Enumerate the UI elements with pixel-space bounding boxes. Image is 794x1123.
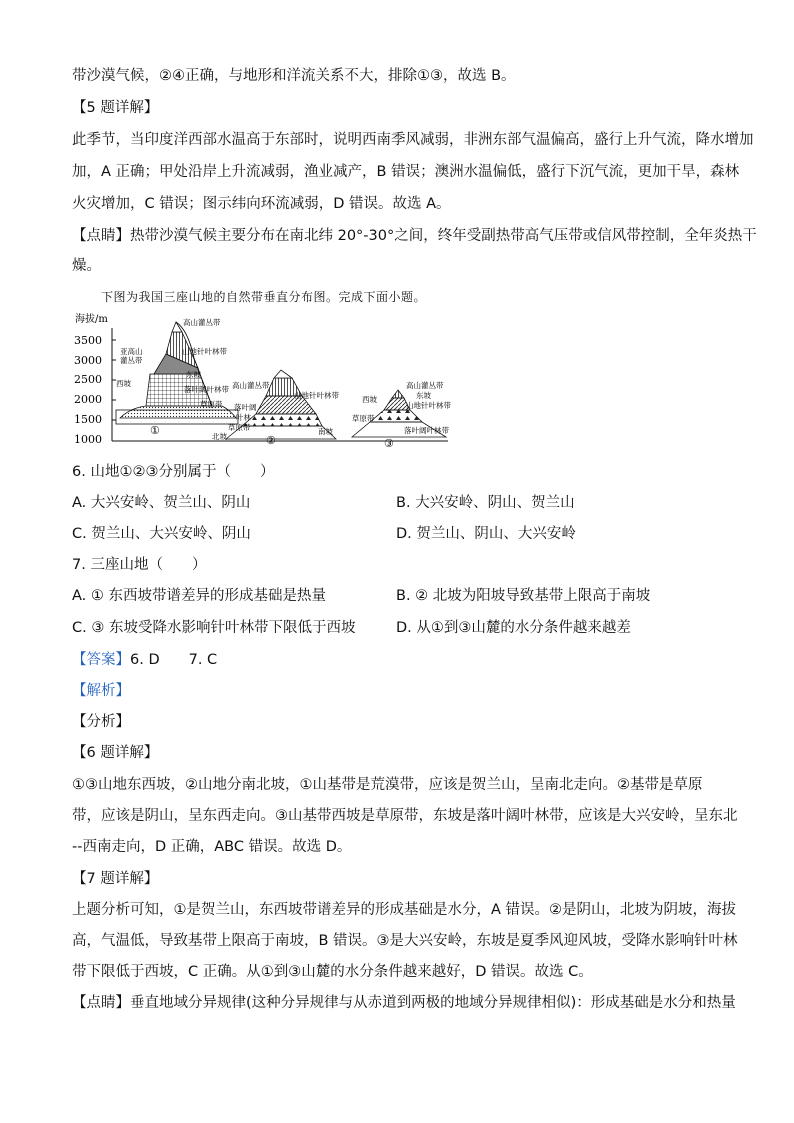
answer-line [72, 650, 217, 670]
text-line: 高，气温低，导致基带上限高于南坡，B 错误。③是大兴安岭，东坡是夏季风迎风坡，受降水影响针叶林 [72, 933, 738, 949]
q7-option-b: B. ② 北坡为阳坡导致基带上限高于南坡 [396, 588, 651, 604]
text-line: 带下限低于西坡，C 正确。从①到③山麓的水分条件越来越好，D 错误。故选 C。 [72, 964, 593, 980]
y-tick: 2500 [74, 373, 102, 386]
zone-label: 北坡 [212, 432, 227, 441]
y-tick: 1000 [74, 433, 102, 446]
zone-label: 高山灌丛带 [183, 318, 221, 327]
mountain-number: ② [266, 434, 276, 447]
zone-label: 山地针叶林带 [182, 347, 227, 356]
y-tick: 2000 [74, 393, 102, 406]
q7-option-d: D. 从①到③山麓的水分条件越来越差 [396, 620, 631, 636]
question-7-stem: 7. 三座山地（ ） [72, 557, 207, 573]
mountain-1 [116, 317, 238, 437]
zone-label: 西坡 [362, 395, 377, 404]
fenxi-label: 【分析】 [72, 714, 130, 730]
text-line: --西南走向，D 正确，ABC 错误。故选 D。 [72, 839, 352, 855]
section-title: 【6 题详解】 [72, 745, 159, 761]
y-axis-label: 海拔/m [75, 314, 108, 325]
zone-label: 西坡 [116, 379, 131, 388]
zone-label: 灌丛带 [120, 356, 143, 365]
q6-option-c: C. 贺兰山、大兴安岭、阴山 [72, 526, 251, 542]
zone-label: 落叶阔 [234, 403, 257, 412]
q6-option-b: B. 大兴安岭、阴山、贺兰山 [396, 495, 575, 511]
mountain-number: ① [150, 424, 160, 437]
text-line: ①③山地东西坡，②山地分南北坡，①山基带是荒漠带，应该是贺兰山，呈南北走向。②基带是草原 [72, 777, 703, 793]
text-line: 上题分析可知，①是贺兰山，东西坡带谱差异的形成基础是水分，A 错误。②是阴山，北坡为阴坡，海拔 [72, 902, 737, 918]
y-tick: 3500 [74, 334, 102, 347]
answer-label: 【答案】 [72, 652, 130, 668]
zone-label: 山地针叶林带 [294, 391, 339, 400]
text-line: 【点睛】热带沙漠气候主要分布在南北纬 20°-30°之间，终年受副热带高气压带或信风带控制，全年炎热干 [72, 228, 757, 244]
y-tick: 1500 [74, 413, 102, 426]
text-line: 火灾增加，C 错误；图示纬向环流减弱，D 错误。故选 A。 [72, 196, 451, 212]
section-title: 【7 题详解】 [72, 871, 159, 887]
section-title: 【5 题详解】 [72, 100, 159, 116]
zone-label: 叶林 [236, 413, 251, 422]
zone-label: 草原带 [228, 423, 251, 432]
zone-label: 高山灌丛带 [232, 381, 270, 390]
mountain-zone-figure [70, 310, 460, 456]
q7-option-c: C. ③ 东坡受降水影响针叶林带下限低于西坡 [72, 620, 356, 636]
zone-label: 落叶阔叶林带 [184, 385, 229, 394]
text-line: 带沙漠气候，②④正确，与地形和洋流关系不大，排除①③，故选 B。 [72, 68, 516, 84]
mountain-number: ③ [384, 437, 394, 450]
question-6-stem: 6. 山地①②③分别属于（ ） [72, 464, 275, 480]
figure-caption: 下图为我国三座山地的自然带垂直分布图。完成下面小题。 [101, 290, 427, 304]
zone-label: 山地针叶林带 [406, 401, 451, 410]
zone-label: 南坡 [318, 427, 333, 436]
text-line: 此季节，当印度洋西部水温高于东部时，说明西南季风减弱，非洲东部气温偏高，盛行上升气流，降水增加 [72, 132, 754, 148]
mountain-2 [212, 370, 339, 447]
jiexi-label: 【解析】 [72, 683, 130, 699]
zone-label: 亚高山 [120, 347, 143, 356]
zone-label: 高山灌丛带 [406, 381, 444, 390]
mountain-3 [352, 380, 451, 450]
zone-label: 东坡 [416, 391, 431, 400]
q7-option-a: A. ① 东西坡带谱差异的形成基础是热量 [72, 588, 326, 604]
answer-text: 6. D 7. C [130, 652, 218, 668]
text-line: 燥。 [72, 258, 101, 274]
text-line: 带，应该是阴山，呈东西走向。③山基带西坡是草原带，东坡是落叶阔叶林带，应该是大兴安岭，呈东北 [72, 808, 738, 824]
zone-label: 草原带 [352, 414, 375, 423]
zone-label: 草原带 [200, 400, 223, 409]
zone-label: 落叶阔叶林带 [404, 426, 449, 435]
text-line: 【点睛】垂直地域分异规律(这种分异规律与从赤道到两极的地域分异规律相似)：形成基础是水分和热量 [72, 995, 736, 1011]
zone-label: 东坡 [186, 370, 201, 379]
text-line: 加，A 正确；甲处沿岸上升流减弱，渔业减产，B 错误；澳洲水温偏低，盛行下沉气流，更加干旱，森林 [72, 164, 740, 180]
q6-option-a: A. 大兴安岭、贺兰山、阴山 [72, 495, 251, 511]
y-tick: 3000 [74, 354, 102, 367]
q6-option-d: D. 贺兰山、阴山、大兴安岭 [396, 526, 576, 542]
